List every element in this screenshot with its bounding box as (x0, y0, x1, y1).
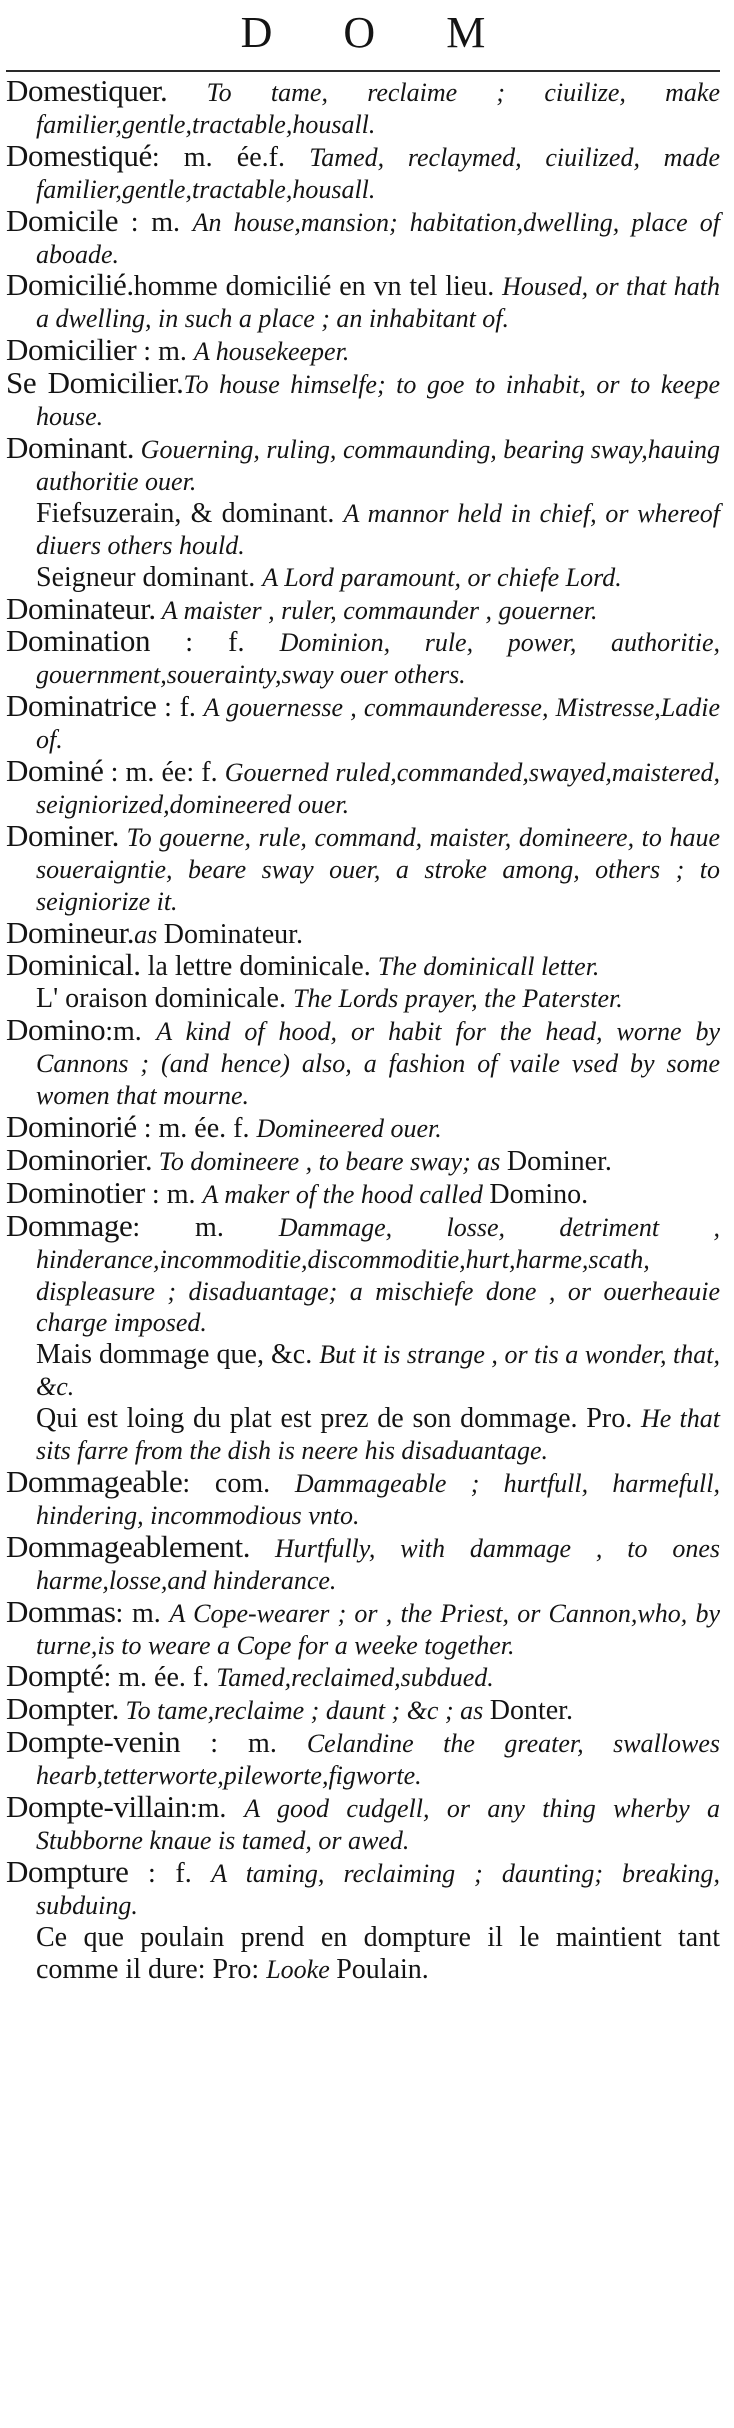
french-text: : m. (115, 1597, 170, 1629)
english-gloss: Housed, or that hath a dwelling, in such a place ; an inhabitant of. (36, 272, 720, 334)
dictionary-entry (6, 267, 720, 335)
english-gloss: Dammageable ; hurtfull, harmefull, hindering, incommodious vnto. (36, 1468, 720, 1530)
english-gloss: Hurtfully, with dammage , to ones harme,losse,and hinderance. (36, 1533, 720, 1595)
english-gloss: To tame, reclaime ; ciuilize, make familier,gentle,tractable,housall. (36, 78, 720, 139)
entry-headword: Dominant. (6, 429, 135, 465)
english-gloss: To house himselfe; to goe to inhabit, or to keepe house. (36, 370, 720, 432)
english-gloss: Tamed,reclaimed,subdued. (216, 1663, 494, 1693)
entry-headword: Domino (6, 1012, 106, 1048)
french-text: L' oraison dominicale. (36, 983, 293, 1015)
english-gloss: A gouernesse , commaunderesse, Mistresse,Ladie of. (36, 693, 721, 755)
dictionary-entry (6, 1691, 720, 1727)
english-gloss: Gouerned ruled,commanded,swayed,maistered, seigniorized,domineered ouer. (36, 758, 720, 819)
english-gloss: A housekeeper. (193, 337, 350, 367)
dictionary-entry (6, 1141, 720, 1178)
entry-headword: Domicile (6, 202, 119, 238)
entry-list (6, 72, 720, 1985)
french-text: : m. (136, 336, 194, 368)
dictionary-entry (6, 1789, 720, 1857)
dictionary-entry (6, 1593, 720, 1662)
dictionary-entry (6, 623, 720, 691)
entry-headword: Dompture (6, 1853, 129, 1889)
french-text: : f. (156, 692, 204, 724)
dictionary-entry (6, 1658, 720, 1694)
entry-headword: Dominatrice (6, 688, 157, 724)
english-gloss: Celandine the greater, swallowes hearb,tetterworte,pileworte,figworte. (36, 1729, 721, 1791)
english-gloss: A maker of the hood called (202, 1179, 490, 1209)
entry-headword: Domicilié. (6, 267, 134, 303)
french-text: : f. (150, 627, 280, 659)
entry-headword: Domination (6, 623, 151, 659)
french-text: Seigneur dominant. (36, 561, 263, 593)
english-gloss: A kind of hood, or habit for the head, worne by Cannons ; (and hence) also, a fashion of vaile vsed by some women that mourne. (36, 1017, 721, 1111)
dictionary-entry (6, 202, 721, 271)
entry-headword: Dompter. (6, 1691, 120, 1727)
english-gloss: An house,mansion; habitation,dwelling, place of aboade. (36, 207, 721, 269)
french-text: homme domicilié en vn tel lieu. (133, 271, 503, 303)
entry-headword: Dompté (6, 1658, 104, 1694)
sub-entry (6, 1922, 720, 1986)
dictionary-entry (6, 137, 720, 206)
french-text: Poulain. (336, 1953, 429, 1985)
french-text: : m. ée: f. (103, 757, 225, 789)
entry-headword: Dommageable (6, 1463, 183, 1499)
dictionary-entry (6, 1724, 721, 1792)
english-gloss: The Lords prayer, the Paterster. (292, 984, 623, 1014)
entry-headword: Dominateur. (6, 590, 156, 626)
french-text: Qui est loing du plat est prez de son dommage. Pro. (36, 1403, 641, 1435)
english-gloss: A maister , ruler, commaunder , gouerner. (155, 595, 598, 625)
english-gloss: The dominicall letter. (377, 952, 600, 982)
dictionary-entry (6, 914, 720, 951)
english-gloss: Looke (266, 1954, 337, 1984)
dictionary-entry (6, 1109, 720, 1145)
sub-entry (6, 983, 720, 1015)
entry-headword: Dompte-venin (6, 1724, 181, 1760)
entry-headword: Dominé (6, 753, 104, 789)
french-text: Dominateur. (163, 918, 303, 950)
english-gloss: Dammage, losse, detriment , hinderance,incommoditie,discommoditie,hurt,harme,scath, displeasure ; disaduantage; a mischiefe done , or ouerheauie charge imposed. (36, 1212, 720, 1338)
page-header: D O M (240, 8, 516, 57)
french-text: Fiefsuzerain, & dominant. (36, 497, 344, 529)
english-gloss: A taming, reclaiming ; daunting; breaking, subduing. (36, 1858, 720, 1920)
french-text: : f. (128, 1857, 212, 1889)
entry-headword: Dominotier (6, 1174, 145, 1210)
dictionary-entry (6, 817, 720, 918)
english-gloss: A Cope-wearer ; or , the Priest, or Cannon,who, by turne,is to weare a Cope for a weeke together. (36, 1598, 720, 1660)
french-text: : m. ée. f. (103, 1662, 217, 1694)
english-gloss: Dominion, rule, power, authoritie, gouernment,souerainty,sway ouer others. (36, 628, 720, 690)
french-text: : m. ée. f. (136, 1113, 257, 1144)
french-text: : m. (180, 1728, 307, 1760)
french-text: : m. (118, 206, 193, 238)
french-text: : m. (144, 1178, 203, 1210)
english-gloss: But it is strange , or tis a wonder, that, &c. (36, 1340, 720, 1402)
entry-headword: Dommageablement. (6, 1528, 251, 1564)
dictionary-entry (6, 1463, 720, 1532)
english-gloss: To domineere , to beare sway; as (152, 1146, 507, 1176)
english-gloss: To gouerne, rule, command, maister, domineere, to haue soueraigntie, beare sway ouer, a stroke among, others ; to seigniorize it. (36, 822, 720, 916)
english-gloss: He that sits farre from the dish is neere his disaduantage. (36, 1404, 720, 1466)
french-text: : m. (132, 1211, 279, 1243)
dictionary-entry (6, 753, 720, 821)
english-gloss: Gouerning, ruling, commaunding, bearing sway,hauing authoritie ouer. (36, 434, 720, 496)
dictionary-entry (6, 429, 720, 498)
dictionary-entry (6, 73, 720, 141)
english-gloss: Domineered ouer. (256, 1114, 442, 1143)
sub-entry (6, 498, 720, 562)
entry-headword: Dommas (6, 1593, 116, 1629)
english-gloss: A Lord paramount, or chiefe Lord. (262, 562, 622, 592)
entry-headword: Dominical. (6, 947, 141, 983)
dictionary-entry (6, 1853, 720, 1922)
dictionary-entry (6, 1174, 720, 1211)
french-text: Ce que poulain prend en dompture il le maintient tant comme il dure: Pro: (36, 1921, 720, 1985)
english-gloss: To tame,reclaime ; daunt ; &c ; as (119, 1696, 490, 1726)
entry-headword: Dominorier. (6, 1141, 153, 1177)
entry-headword: Dominorié (6, 1109, 137, 1144)
dictionary-entry (6, 1012, 721, 1112)
french-text: :m. (105, 1016, 157, 1048)
dictionary-entry (6, 688, 721, 756)
entry-headword: Dompte-villain (6, 1789, 190, 1825)
english-gloss: A good cudgell, or any thing wherby a Stubborne knaue is tamed, or awed. (36, 1794, 720, 1855)
french-text: la lettre dominicale. (140, 951, 378, 983)
dictionary-entry (6, 947, 720, 983)
sub-entry (6, 562, 720, 594)
entry-headword: Domestiqué (6, 137, 152, 173)
entry-headword: Dommage (6, 1207, 133, 1243)
english-gloss: Tamed, reclaymed, ciuilized, made familier,gentle,tractable,housall. (36, 142, 720, 204)
french-text: Donter. (489, 1695, 573, 1727)
dictionary-entry (6, 1528, 720, 1597)
dictionary-entry (6, 365, 720, 433)
dictionary-entry (6, 332, 720, 368)
english-gloss: as (134, 919, 164, 949)
entry-headword: Se Domicilier. (6, 365, 184, 401)
french-text: : m. ée.f. (151, 141, 310, 173)
french-text: :m. (189, 1793, 245, 1825)
dictionary-entry (6, 590, 720, 627)
sub-entry (6, 1339, 720, 1403)
french-text: : com. (182, 1467, 295, 1499)
dictionary-entry (6, 1207, 720, 1340)
english-gloss: A mannor held in chief, or whereof diuers others hould. (36, 498, 720, 560)
french-text: Mais dommage que, &c. (36, 1339, 320, 1371)
sub-entry (6, 1403, 720, 1467)
french-text: Dominer. (506, 1145, 612, 1177)
french-text: Domino. (489, 1178, 589, 1210)
entry-headword: Domicilier (6, 332, 137, 368)
entry-headword: Domineur. (6, 914, 135, 950)
entry-headword: Domestiquer. (6, 73, 168, 108)
entry-headword: Dominer. (6, 817, 120, 853)
